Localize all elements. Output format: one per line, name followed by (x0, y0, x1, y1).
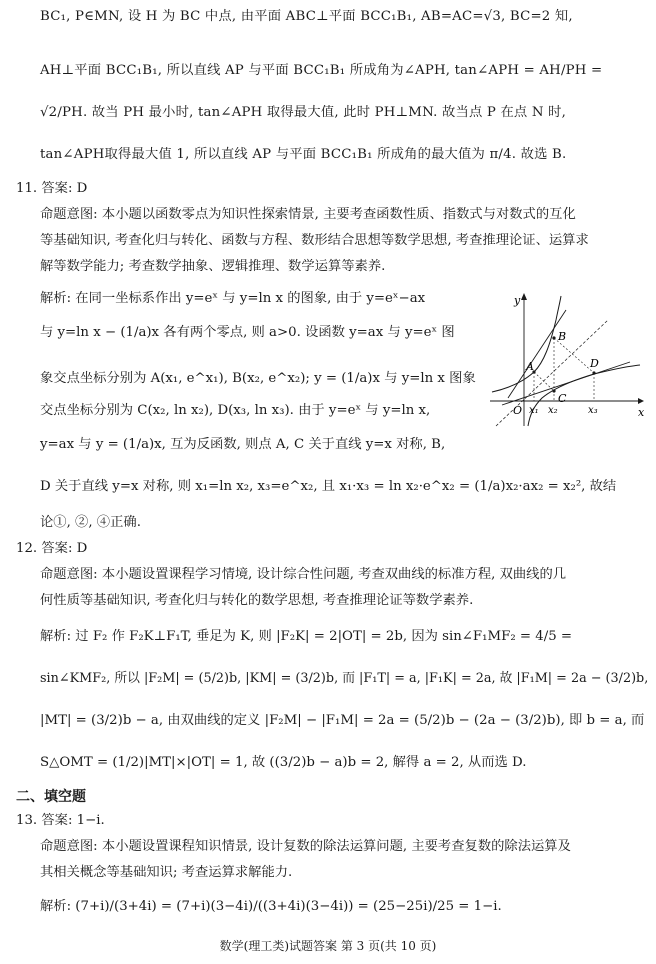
answer-line: 12. 答案: D (16, 541, 88, 556)
text-line: 解析: 在同一坐标系作出 y=eˣ 与 y=ln x 的图象, 由于 y=eˣ−ax (40, 291, 426, 306)
curve-exp (492, 296, 561, 392)
answer-line: 11. 答案: D (16, 181, 88, 196)
curve-ln (528, 365, 640, 426)
text-line: sin∠KMF₂, 所以 |F₂M| = (5/2)b, |KM| = (3/2)b, 而 |F₁T| = a, |F₁K| = 2a, 故 |F₁M| = 2a − (3/2)b, (40, 671, 649, 686)
text-line: 论①, ②, ④正确. (40, 515, 141, 530)
point-D (592, 371, 595, 374)
text-line: D 关于直线 y=x 对称, 则 x₁=ln x₂, x₃=e^x₂, 且 x₁·x₃ = ln x₂·e^x₂ = (1/a)x₂·ax₂ = x₂², 故结 (40, 479, 617, 494)
line-ax (508, 310, 566, 398)
y-axis-label: y (514, 294, 521, 307)
function-graph-figure (488, 290, 648, 430)
text-line: 其相关概念等基础知识; 考查运算求解能力. (40, 865, 293, 880)
text-line: 象交点坐标分别为 A(x₁, e^x₁), B(x₂, e^x₂); y = (1/a)x 与 y=ln x 图象 (40, 371, 476, 386)
text-line: 等基础知识, 考查化归与转化、函数与方程、数形结合思想等数学思想, 考查推理论证、运算求 (40, 233, 589, 248)
text-line: 命题意图: 本小题以函数零点为知识性探索情景, 主要考查函数性质、指数式与对数式的互化 (40, 207, 576, 222)
dashed-guide (554, 338, 594, 373)
label-x1: x₁ (529, 405, 539, 416)
text-line: |MT| = (3/2)b − a, 由双曲线的定义 |F₂M| − |F₁M| = 2a = (5/2)b − (2a − (3/2)b), 即 b = a, 而 (40, 713, 645, 728)
label-D: D (590, 357, 599, 370)
text-line: 何性质等基础知识, 考查化归与转化的数学思想, 考查推理论证等数学素养. (40, 593, 474, 608)
text-line: AH⊥平面 BCC₁B₁, 所以直线 AP 与平面 BCC₁B₁ 所成角为∠APH, tan∠APH = AH/PH = (40, 63, 603, 78)
y-axis-arrow (521, 293, 527, 300)
point-B (552, 336, 555, 339)
point-C (552, 389, 555, 392)
text-line: 解析: (7+i)/(3+4i) = (7+i)(3−4i)/((3+4i)(3−4i)) = (25−25i)/25 = 1−i. (40, 899, 502, 914)
text-line: tan∠APH取得最大值 1, 所以直线 AP 与平面 BCC₁B₁ 所成角的最大值为 π/4. 故选 B. (40, 147, 567, 162)
text-line: y=ax 与 y = (1/a)x, 互为反函数, 则点 A, C 关于直线 y=x 对称, B, (40, 437, 446, 452)
answer-line: 13. 答案: 1−i. (16, 813, 105, 828)
label-B: B (558, 330, 567, 343)
label-x3: x₃ (588, 405, 598, 416)
origin-label: O (513, 404, 523, 417)
x-axis-arrow (638, 398, 644, 404)
text-line: 命题意图: 本小题设置课程学习情境, 设计综合性问题, 考查双曲线的标准方程, 双曲线的几 (40, 567, 567, 582)
text-line: 与 y=ln x − (1/a)x 各有两个零点, 则 a>0. 设函数 y=ax 与 y=eˣ 图 (40, 325, 455, 340)
page-footer: 数学(理工类)试题答案 第 3 页(共 10 页) (219, 939, 437, 953)
section-title: 二、填空题 (16, 789, 86, 805)
text-line: √2/PH. 故当 PH 最小时, tan∠APH 取得最大值, 此时 PH⊥MN. 故当点 P 在点 N 时, (40, 105, 567, 120)
x-axis-label: x (638, 406, 645, 419)
label-x2: x₂ (548, 405, 558, 416)
text-line: 解析: 过 F₂ 作 F₂K⊥F₁T, 垂足为 K, 则 |F₂K| = 2|OT| = 2b, 因为 sin∠F₁MF₂ = 4/5 = (40, 629, 573, 644)
text-line: 命题意图: 本小题设置课程知识情景, 设计复数的除法运算问题, 主要考查复数的除法运算及 (40, 839, 571, 854)
text-line: BC₁, P∈MN, 设 H 为 BC 中点, 由平面 ABC⊥平面 BCC₁B₁, AB=AC=√3, BC=2 知, (40, 9, 573, 24)
label-C: C (558, 392, 567, 405)
text-line: S△OMT = (1/2)|MT|×|OT| = 1, 故 ((3/2)b − a)b = 2, 解得 a = 2, 从而选 D. (40, 755, 527, 770)
text-line: 解等数学能力; 考查数学抽象、逻辑推理、数学运算等素养. (40, 259, 386, 274)
label-A: A (526, 360, 534, 373)
text-line: 交点坐标分别为 C(x₂, ln x₂), D(x₃, ln x₃). 由于 y=eˣ 与 y=ln x, (40, 403, 431, 418)
